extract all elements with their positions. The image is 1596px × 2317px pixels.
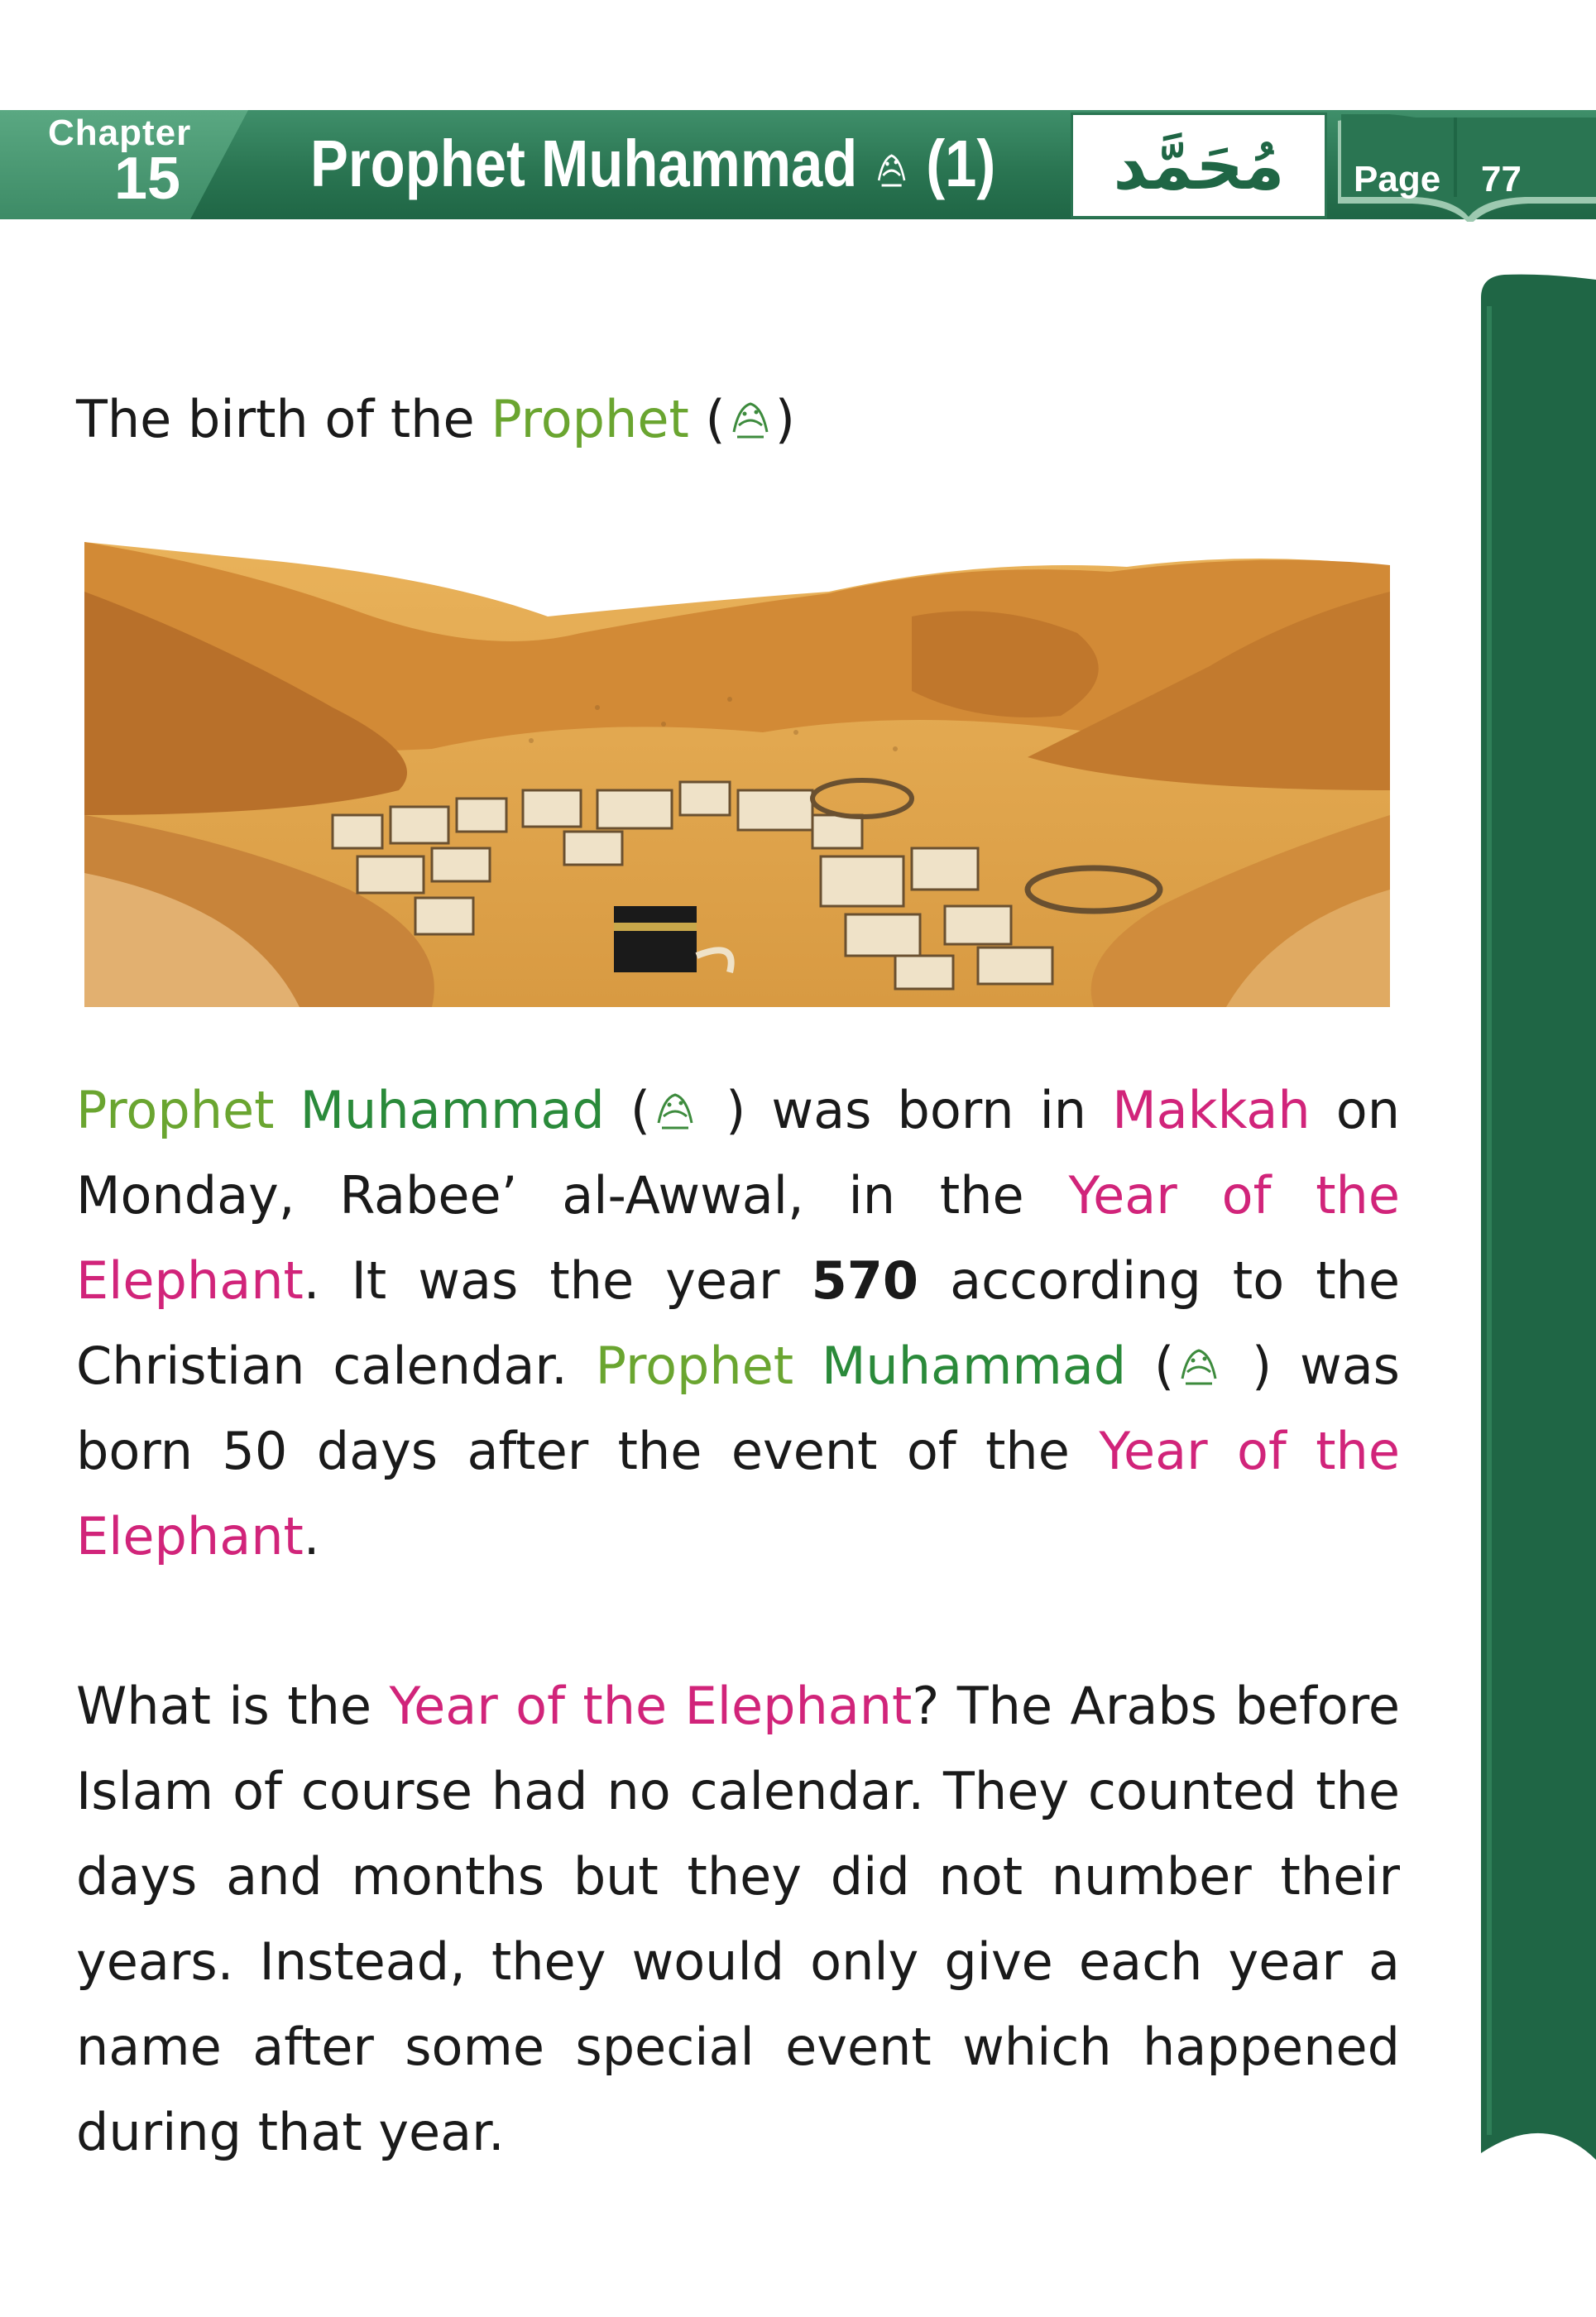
subheading-open-paren: ( xyxy=(688,389,726,449)
p1-born-in: ) was born in xyxy=(700,1080,1113,1140)
seal-icon xyxy=(650,1085,700,1135)
chapter-title-suffix: (1) xyxy=(926,127,996,200)
p1-it-was-year: . It was the year xyxy=(303,1250,812,1311)
seal-icon xyxy=(726,394,775,444)
seal-icon xyxy=(873,147,910,190)
chapter-number: 15 xyxy=(114,146,181,212)
p1-year-570: 570 xyxy=(811,1250,919,1311)
paragraph-year-of-elephant xyxy=(76,1663,1400,2175)
chapter-title-text: Prophet Muhammad xyxy=(310,127,858,200)
p1-open-paren: ( xyxy=(604,1080,651,1140)
subheading-highlight: Prophet xyxy=(491,389,689,449)
p1-open-paren-2: ( xyxy=(1126,1336,1175,1396)
p1-on-monday: on Monday, Rabee’ al-Awwal, in the xyxy=(76,1080,1400,1226)
chapter-title xyxy=(310,127,996,200)
book-spine-bar xyxy=(1479,273,1596,2160)
subheading-close-paren: ) xyxy=(774,389,795,449)
p2-body: ? The Arabs before Islam of course had no calendar. They counted the days and months but they did not number their years. Instead, they would only give each year a name after some special event which happened during that year. xyxy=(76,1676,1400,2162)
seal-icon xyxy=(1174,1341,1224,1390)
p1-prophet: Prophet xyxy=(76,1080,275,1140)
p1-prophet-2: Prophet xyxy=(595,1336,794,1396)
p1-christian-calendar: according to the Christian calendar. xyxy=(76,1250,1400,1396)
makkah-valley-illustration xyxy=(84,542,1390,1007)
p1-makkah: Makkah xyxy=(1112,1080,1311,1140)
p2-what-is: What is the xyxy=(76,1676,390,1736)
subheading-prefix: The birth of the xyxy=(76,389,491,449)
p2-year-of-elephant: Year of the Elephant xyxy=(389,1676,913,1736)
p1-born-50-days: ) was born 50 days after the event of the xyxy=(76,1336,1400,1481)
chapter-label: Chapter xyxy=(48,113,192,153)
p1-period: . xyxy=(303,1506,320,1566)
paragraph-birth xyxy=(76,1067,1400,1579)
section-subheading xyxy=(76,389,903,449)
p1-muhammad-2: Muhammad xyxy=(821,1336,1127,1396)
arabic-name-box xyxy=(1071,113,1327,218)
p1-muhammad: Muhammad xyxy=(300,1080,605,1140)
page-number: 77 xyxy=(1481,159,1522,199)
p1-year-of-elephant: Year of the Elephant xyxy=(76,1165,1400,1311)
arabic-name: مُحَمَّد xyxy=(1113,127,1285,204)
page-label: Page xyxy=(1354,159,1441,199)
p1-year-of-elephant-2: Year of the Elephant xyxy=(76,1421,1400,1566)
